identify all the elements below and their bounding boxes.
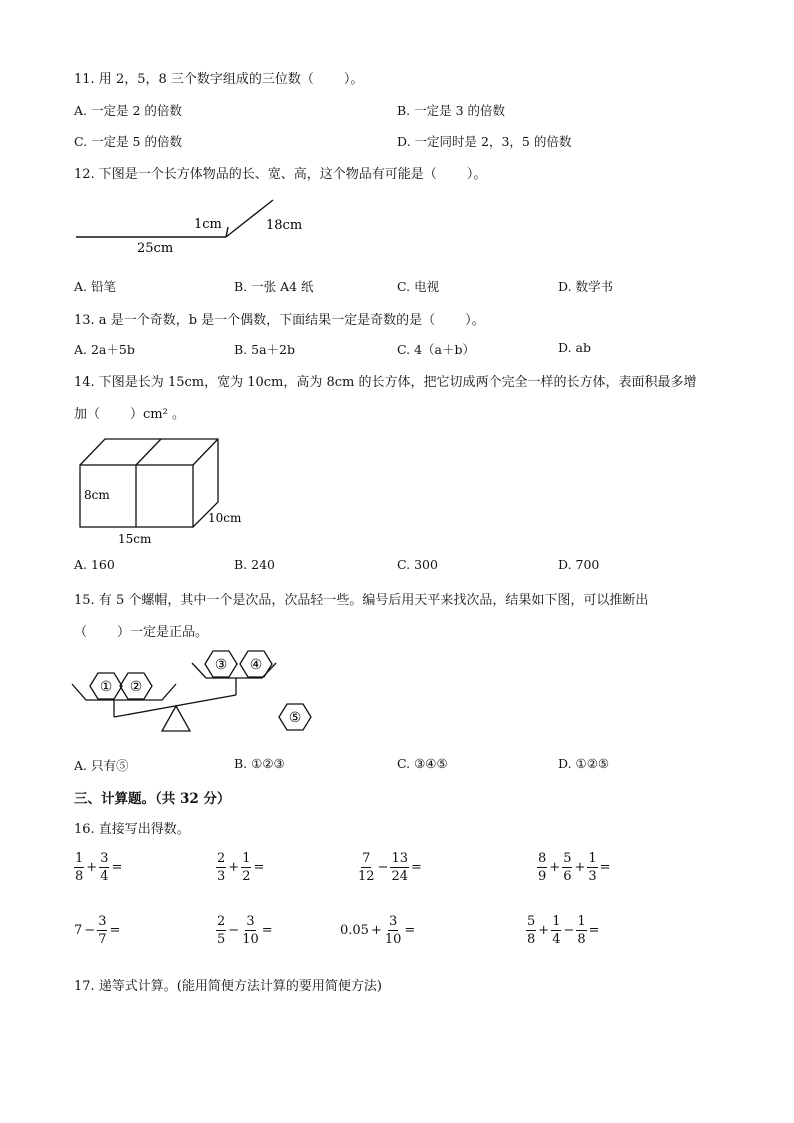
fraction (551, 915, 561, 946)
fraction (526, 915, 536, 946)
whole-number: 0.05 (340, 923, 369, 938)
q13-option-c[interactable]: C. 4（a＋b） (397, 342, 475, 357)
denominator: 3 (217, 869, 226, 884)
fraction (216, 915, 226, 946)
q15-stem-open: （ (74, 625, 88, 640)
q15-option-c[interactable]: C. ③④⑤ (397, 756, 448, 771)
q12-height-label: 18cm (266, 218, 303, 233)
numerator: 3 (388, 914, 398, 929)
fraction (384, 915, 403, 946)
q11-option-a[interactable]: A. 一定是 2 的倍数 (74, 103, 182, 118)
q14-height-label: 8cm (84, 488, 110, 502)
q16-stem: 16. 直接写出得数。 (74, 822, 190, 837)
q14-stem-text: 加（ (74, 407, 101, 422)
numerator: 8 (538, 851, 547, 866)
math-expression (216, 852, 265, 883)
fraction (390, 852, 409, 883)
q14-option-d[interactable]: D. 700 (558, 557, 600, 572)
q15-stem-line1: 15. 有 5 个螺帽，其中一个是次品，次品轻一些。编号后用天平来找次品，结果如下图，可以推断出 (74, 593, 649, 608)
denominator: 24 (391, 869, 408, 884)
denominator: 5 (217, 932, 226, 947)
numerator: 3 (246, 914, 255, 929)
q12-option-d[interactable]: D. 数学书 (558, 279, 614, 294)
q11-stem (74, 68, 363, 87)
q12-option-c[interactable]: C. 电视 (397, 279, 440, 294)
q13-option-d[interactable]: D. ab (558, 340, 591, 355)
q14-option-a[interactable]: A. 160 (74, 557, 115, 572)
q12-option-a[interactable]: A. 铅笔 (74, 279, 116, 294)
numerator: 1 (588, 851, 597, 866)
operator: + (574, 860, 586, 875)
fraction (562, 852, 572, 883)
q12-stem-end: ）。 (466, 167, 487, 182)
q14-top-edge (193, 439, 218, 465)
denominator: 4 (100, 869, 109, 884)
q12-width-label: 1cm (194, 217, 222, 232)
equals-sign: = (404, 923, 416, 938)
q15-option-a[interactable]: A. 只有⑤ (74, 758, 129, 773)
numerator: 13 (391, 851, 408, 866)
fraction (576, 915, 586, 946)
q14-option-c[interactable]: C. 300 (397, 557, 438, 572)
q14-option-b[interactable]: B. 240 (234, 557, 275, 572)
numerator: 5 (563, 851, 572, 866)
q14-stem-end: ）cm² 。 (130, 407, 185, 422)
operator: + (370, 923, 382, 938)
q15-fulcrum (162, 706, 190, 731)
fraction (537, 852, 547, 883)
equals-sign: = (599, 860, 611, 875)
denominator: 10 (384, 932, 402, 947)
q15-option-d[interactable]: D. ①②⑤ (558, 756, 610, 771)
denominator: 9 (538, 869, 547, 884)
operator: + (228, 860, 240, 875)
fraction (241, 852, 251, 883)
denominator: 6 (563, 869, 572, 884)
numerator: 3 (100, 851, 109, 866)
numerator: 1 (552, 914, 561, 929)
q12-length-label: 25cm (137, 241, 174, 256)
q15-beam (114, 695, 236, 717)
operator: − (228, 923, 240, 938)
fraction (587, 852, 597, 883)
q16-row2-expr-4 (526, 915, 601, 946)
q13-option-b[interactable]: B. 5a＋2b (234, 342, 295, 357)
denominator: 2 (242, 869, 251, 884)
math-expression (357, 852, 423, 883)
operator: + (86, 860, 98, 875)
q16-row2-expr-3 (340, 915, 416, 946)
q15-nut-label-4: ④ (249, 657, 263, 673)
q13-stem (74, 309, 485, 328)
q12-dimension-figure (70, 192, 320, 262)
q16-row2-expr-1 (74, 915, 121, 946)
math-expression (74, 915, 121, 946)
q14-cuboid-figure (70, 432, 260, 550)
numerator: 5 (527, 914, 536, 929)
fraction (241, 915, 260, 946)
q14-width-label: 10cm (208, 511, 242, 525)
denominator: 8 (577, 932, 586, 947)
numerator: 7 (362, 851, 371, 866)
q15-stem-line2 (74, 621, 208, 640)
numerator: 3 (98, 914, 107, 929)
numerator: 2 (217, 851, 226, 866)
denominator: 7 (98, 932, 107, 947)
equals-sign: = (588, 923, 600, 938)
math-expression (526, 915, 601, 946)
denominator: 8 (527, 932, 536, 947)
denominator: 4 (552, 932, 561, 947)
q15-nut-label-3: ③ (214, 657, 228, 673)
q13-stem-text: 13. a 是一个奇数，b 是一个偶数，下面结果一定是奇数的是（ (74, 313, 436, 328)
q11-option-d[interactable]: D. 一定同时是 2，3，5 的倍数 (397, 134, 572, 149)
q15-option-b[interactable]: B. ①②③ (234, 756, 285, 771)
equals-sign: = (253, 860, 265, 875)
q15-balance-figure (66, 646, 326, 736)
q12-stem-text: 12. 下图是一个长方体物品的长、宽、高，这个物品有可能是（ (74, 167, 437, 182)
q15-stem-end: ）一定是正品。 (117, 625, 209, 640)
operator: + (538, 923, 550, 938)
q12-stem (74, 163, 486, 182)
q13-stem-end: ）。 (465, 313, 485, 328)
q15-nut-label-1: ① (99, 679, 113, 695)
fraction (99, 852, 109, 883)
q14-length-label: 15cm (118, 532, 152, 546)
q11-option-b[interactable]: B. 一定是 3 的倍数 (397, 103, 506, 118)
numerator: 1 (75, 851, 84, 866)
fraction (97, 915, 107, 946)
q16-row2-expr-2 (216, 915, 274, 946)
denominator: 8 (75, 869, 84, 884)
denominator: 3 (588, 869, 597, 884)
denominator: 12 (358, 869, 375, 884)
q11-option-c[interactable]: C. 一定是 5 的倍数 (74, 134, 182, 149)
q16-row1-expr-1 (74, 852, 123, 883)
math-expression (537, 852, 612, 883)
q14-stem-line1: 14. 下图是长为 15cm，宽为 10cm，高为 8cm 的长方体，把它切成两个完全一样的长方体，表面积最多增 (74, 375, 697, 390)
q15-nut-label-5: ⑤ (288, 710, 302, 726)
q14-stem-line2 (74, 403, 185, 422)
operator: − (377, 860, 389, 875)
q13-option-a[interactable]: A. 2a＋5b (74, 342, 135, 357)
equals-sign: = (411, 860, 422, 875)
operator: + (549, 860, 561, 875)
operator: − (563, 923, 575, 938)
q11-stem-text: 11. 用 2，5，8 三个数字组成的三位数（ (74, 72, 314, 87)
numerator: 1 (577, 914, 586, 929)
math-expression (340, 915, 416, 946)
q17-stem: 17. 递等式计算。(能用简便方法计算的要用简便方法) (74, 979, 382, 994)
q12-option-b[interactable]: B. 一张 A4 纸 (234, 279, 314, 294)
q11-stem-end: ）。 (343, 72, 364, 87)
q15-nut-label-2: ② (129, 679, 143, 695)
q16-row1-expr-4 (537, 852, 612, 883)
numerator: 1 (242, 851, 251, 866)
equals-sign: = (111, 860, 123, 875)
math-expression (216, 915, 274, 946)
numerator: 2 (217, 914, 226, 929)
equals-sign: = (261, 923, 273, 938)
section-3-title: 三、计算题。（共 32 分） (74, 791, 231, 807)
q16-row1-expr-3 (357, 852, 423, 883)
fraction (357, 852, 376, 883)
operator: − (84, 923, 96, 938)
fraction (216, 852, 226, 883)
equals-sign: = (109, 923, 121, 938)
denominator: 10 (242, 932, 259, 947)
fraction (74, 852, 84, 883)
q15-right-pan (192, 663, 276, 678)
q14-cut-top (136, 439, 161, 465)
q16-row1-expr-2 (216, 852, 265, 883)
whole-number: 7 (74, 923, 83, 938)
math-expression (74, 852, 123, 883)
